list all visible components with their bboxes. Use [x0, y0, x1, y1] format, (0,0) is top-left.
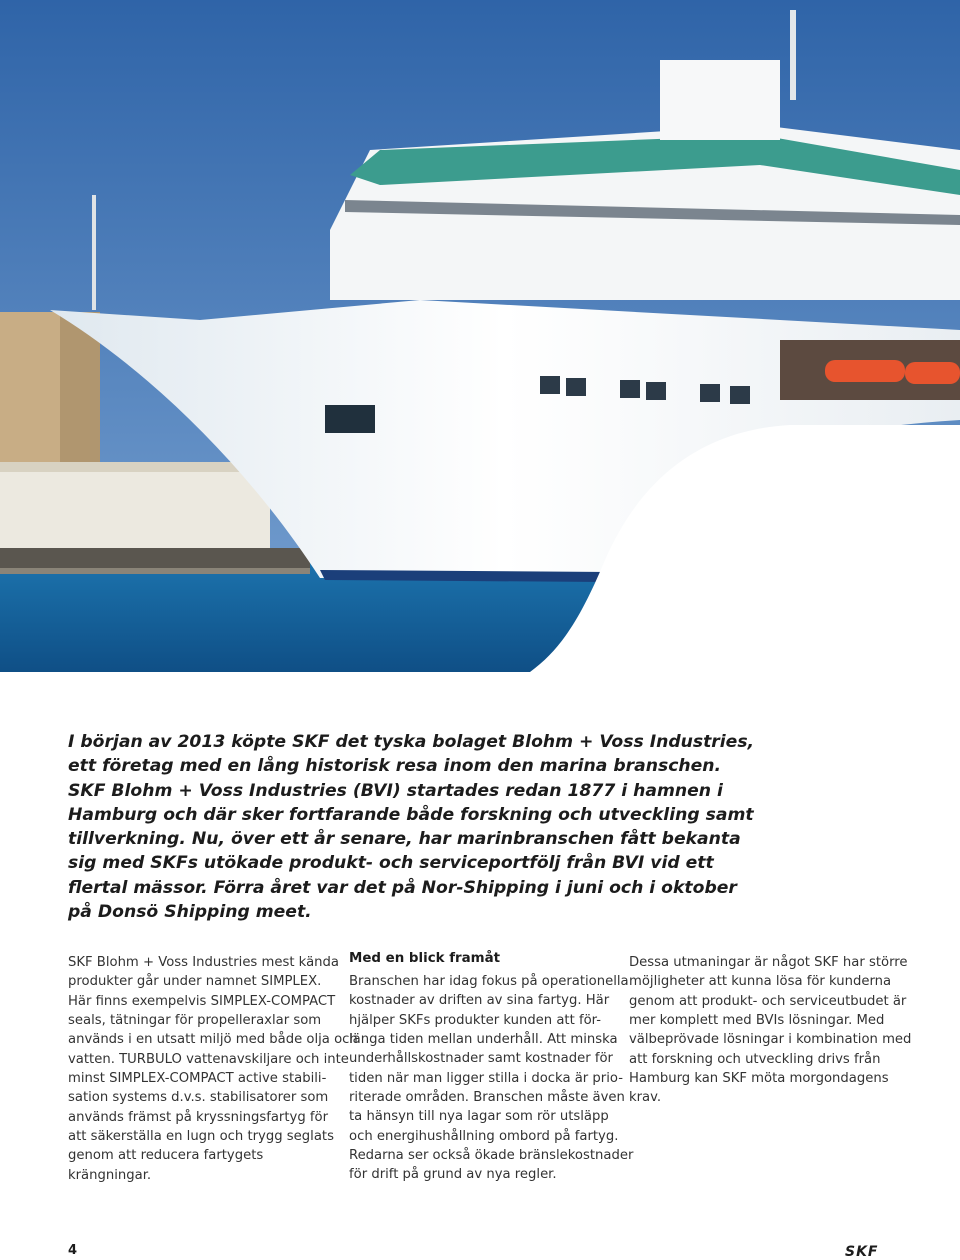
body-line: Här finns exempelvis SIMPLEX-COMPACT	[68, 993, 336, 1009]
body-line: genom att reducera fartygets	[68, 1148, 264, 1164]
skf-logo: SKF	[845, 1244, 879, 1260]
body-line: hjälper SKFs produkter kunden att för-	[349, 1012, 602, 1028]
intro-line: tillverkning. Nu, över ett år senare, har marinbranschen fått bekanta	[68, 829, 741, 850]
intro-paragraph	[68, 730, 755, 924]
body-line: sation systems d.v.s. stabilisatorer som	[68, 1090, 329, 1106]
body-line: vatten. TURBULO vattenavskiljare och inte	[68, 1051, 349, 1067]
intro-line: I början av 2013 köpte SKF det tyska bolaget Blohm + Voss Industries,	[68, 732, 755, 752]
body-line: ta hänsyn till nya lagar som rör utsläpp	[349, 1109, 609, 1125]
body-line: riterade områden. Branschen måste även	[349, 1090, 625, 1106]
body-line: Hamburg kan SKF möta morgondagens	[629, 1071, 889, 1087]
intro-line: sig med SKFs utökade produkt- och serviceportfölj från BVI vid ett	[68, 853, 714, 874]
pier-edge	[0, 568, 310, 574]
harbor-building	[0, 470, 270, 550]
section-heading: Med en blick framåt	[349, 951, 501, 966]
body-line: genom att produkt- och serviceutbudet är	[629, 993, 907, 1009]
harbor-roof	[0, 462, 270, 472]
body-line: mer komplett med BVIs lösningar. Med	[629, 1013, 885, 1029]
body-line: SKF Blohm + Voss Industries mest kända	[68, 955, 339, 970]
column-simplex	[68, 953, 358, 1185]
intro-line: flertal mässor. Förra året var det på Nor-Shipping i juni och i oktober	[68, 877, 737, 898]
intro-line: på Donsö Shipping meet.	[68, 902, 312, 923]
body-line: seals, tätningar för propelleraxlar som	[68, 1013, 322, 1029]
body-line: välbeprövade lösningar i kombination med	[629, 1032, 912, 1048]
body-line: underhållskostnader samt kostnader för	[349, 1051, 613, 1067]
body-line: att säkerställa en lugn och trygg seglats	[68, 1129, 334, 1145]
body-line: kostnader av driften av sina fartyg. Här	[349, 993, 610, 1009]
hull-waterline	[320, 570, 610, 582]
lifeboat	[825, 360, 905, 382]
body-line: krängningar.	[68, 1167, 152, 1183]
body-line: länga tiden mellan underhåll. Att minska	[349, 1032, 618, 1048]
mast	[790, 10, 796, 100]
body-line: för drift på grund av nya regler.	[349, 1167, 557, 1183]
column-outlook	[349, 950, 634, 1185]
intro-line: SKF Blohm + Voss Industries (BVI) startades redan 1877 i hamnen i	[68, 780, 723, 801]
column-challenges	[629, 953, 912, 1108]
mast-left	[92, 195, 96, 310]
body-line: används i en utsatt miljö med både olja och	[68, 1032, 358, 1048]
body-line: att forskning och utveckling drivs från	[629, 1051, 881, 1067]
intro-line: Hamburg och där sker fortfarande både forskning och utveckling samt	[68, 804, 754, 825]
page-number: 4	[68, 1243, 78, 1258]
anchor-window	[325, 405, 375, 433]
funnel	[660, 60, 780, 140]
body-line: möjligheter att kunna lösa för kunderna	[629, 974, 892, 990]
intro-line: ett företag med en lång historisk resa inom den marina branschen.	[68, 756, 722, 777]
body-line: Redarna ser också ökade bränslekostnader	[349, 1148, 634, 1164]
body-line: Dessa utmaningar är något SKF har större	[629, 955, 908, 970]
body-line: krav.	[629, 1090, 662, 1106]
body-line: och energihushållning ombord på fartyg.	[349, 1128, 619, 1144]
body-line: Branschen har idag fokus på operationella	[349, 974, 629, 989]
body-line: används främst på kryssningsfartyg för	[68, 1109, 329, 1125]
lifeboat-2	[905, 362, 960, 384]
body-line: produkter går under namnet SIMPLEX.	[68, 974, 322, 990]
body-line: minst SIMPLEX-COMPACT active stabili-	[68, 1071, 327, 1087]
body-line: tiden när man ligger stilla i docka är prio-	[349, 1070, 623, 1086]
